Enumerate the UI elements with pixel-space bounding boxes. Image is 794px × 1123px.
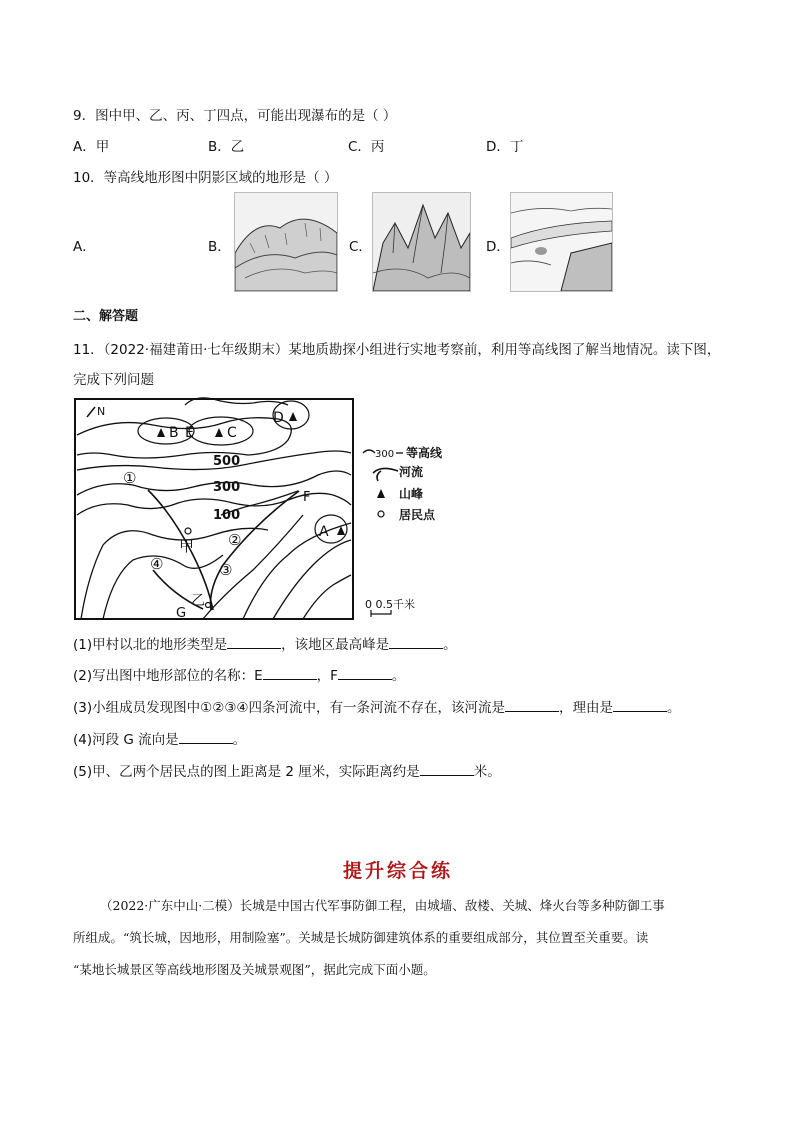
contour-500-label: 500: [213, 454, 241, 469]
answer-blank-3b[interactable]: [613, 699, 667, 712]
question-11-line2: 完成下列问题: [73, 372, 154, 388]
subquestion-3: (3)小组成员发现图中①②③④四条河流中，有一条河流不存在，该河流是 ，理由是 。: [73, 700, 681, 716]
landform-image-b: [234, 192, 338, 292]
subquestion-1: (1)甲村以北的地形类型是 ，该地区最高峰是 。: [73, 637, 457, 653]
q10-option-b[interactable]: B．: [208, 239, 231, 255]
point-e-label: E: [185, 425, 194, 441]
q9-option-a[interactable]: A．甲: [73, 139, 110, 155]
legend-contour: 等高线: [406, 446, 443, 460]
answer-blank-1a[interactable]: [227, 636, 281, 649]
peak-a-label: A: [319, 524, 329, 540]
contour-300-label: 300: [213, 480, 241, 495]
legend-contour-sample: 300: [375, 449, 395, 460]
peak-c-label: C: [227, 425, 237, 441]
answer-blank-5[interactable]: [420, 763, 474, 776]
answer-blank-2b[interactable]: [338, 667, 392, 680]
question-11-line1: 11．（2022·福建莆田·七年级期末）某地质勘探小组进行实地考察前，利用等高线图了解当地情况。读下图，: [73, 342, 721, 358]
q10-option-a[interactable]: A．: [73, 239, 96, 255]
legend-river: 河流: [399, 465, 424, 479]
river-3-label: ③: [219, 561, 233, 579]
legend-peak: 山峰: [399, 487, 424, 501]
q10-option-d[interactable]: D．: [486, 239, 510, 255]
contour-100-label: 100: [213, 508, 241, 523]
subquestion-5: (5)甲、乙两个居民点的图上距离是 2 厘米，实际距离约是 米。: [73, 764, 501, 780]
contour-map: [73, 395, 463, 625]
settlement-jia-label: 甲: [179, 537, 195, 555]
answer-blank-2a[interactable]: [263, 667, 317, 680]
landform-image-c: [372, 192, 471, 292]
peak-b-label: B: [169, 425, 179, 441]
river-4-label: ④: [150, 555, 164, 573]
answer-blank-4[interactable]: [179, 731, 233, 744]
peak-d-label: D: [273, 410, 284, 426]
question-9: 9．图中甲、乙、丙、丁四点，可能出现瀑布的是（ ）: [73, 108, 397, 124]
section-3-title: 提升综合练: [343, 860, 454, 882]
river-2-label: ②: [228, 531, 242, 549]
settlement-yi-label: 乙: [191, 593, 205, 609]
q9-option-d[interactable]: D．丁: [486, 139, 524, 155]
scale-bar: 0 0.5千米: [365, 598, 415, 611]
point-f-label: F: [303, 490, 311, 505]
passage-line-2: 所组成。“筑长城，因地形，用制险塞”。关城是长城防御建筑体系的重要组成部分，其位置至关重要。读: [73, 930, 649, 945]
q10-option-c[interactable]: C．: [349, 239, 372, 255]
legend-settlement: 居民点: [399, 508, 436, 522]
subquestion-2: (2)写出图中地形部位的名称：E ，F 。: [73, 668, 406, 684]
river-1-label: ①: [123, 469, 137, 487]
q9-option-c[interactable]: C．丙: [348, 139, 385, 155]
subquestion-4: (4)河段 G 流向是 。: [73, 732, 247, 748]
passage-line-1: （2022·广东中山·二模）长城是中国古代军事防御工程，由城墙、敌楼、关城、烽火台等多种防御工事: [100, 898, 665, 913]
landform-image-d: [510, 192, 613, 292]
north-label: N: [97, 405, 106, 418]
answer-blank-3a[interactable]: [505, 699, 559, 712]
section-2-title: 二、解答题: [73, 309, 139, 324]
q9-option-b[interactable]: B．乙: [208, 139, 245, 155]
point-g-label: G: [176, 606, 187, 621]
passage-line-3: “某地长城景区等高线地形图及关城景观图”，据此完成下面小题。: [73, 962, 436, 977]
question-10: 10．等高线地形图中阴影区域的地形是（ ）: [73, 170, 338, 186]
answer-blank-1b[interactable]: [389, 636, 443, 649]
